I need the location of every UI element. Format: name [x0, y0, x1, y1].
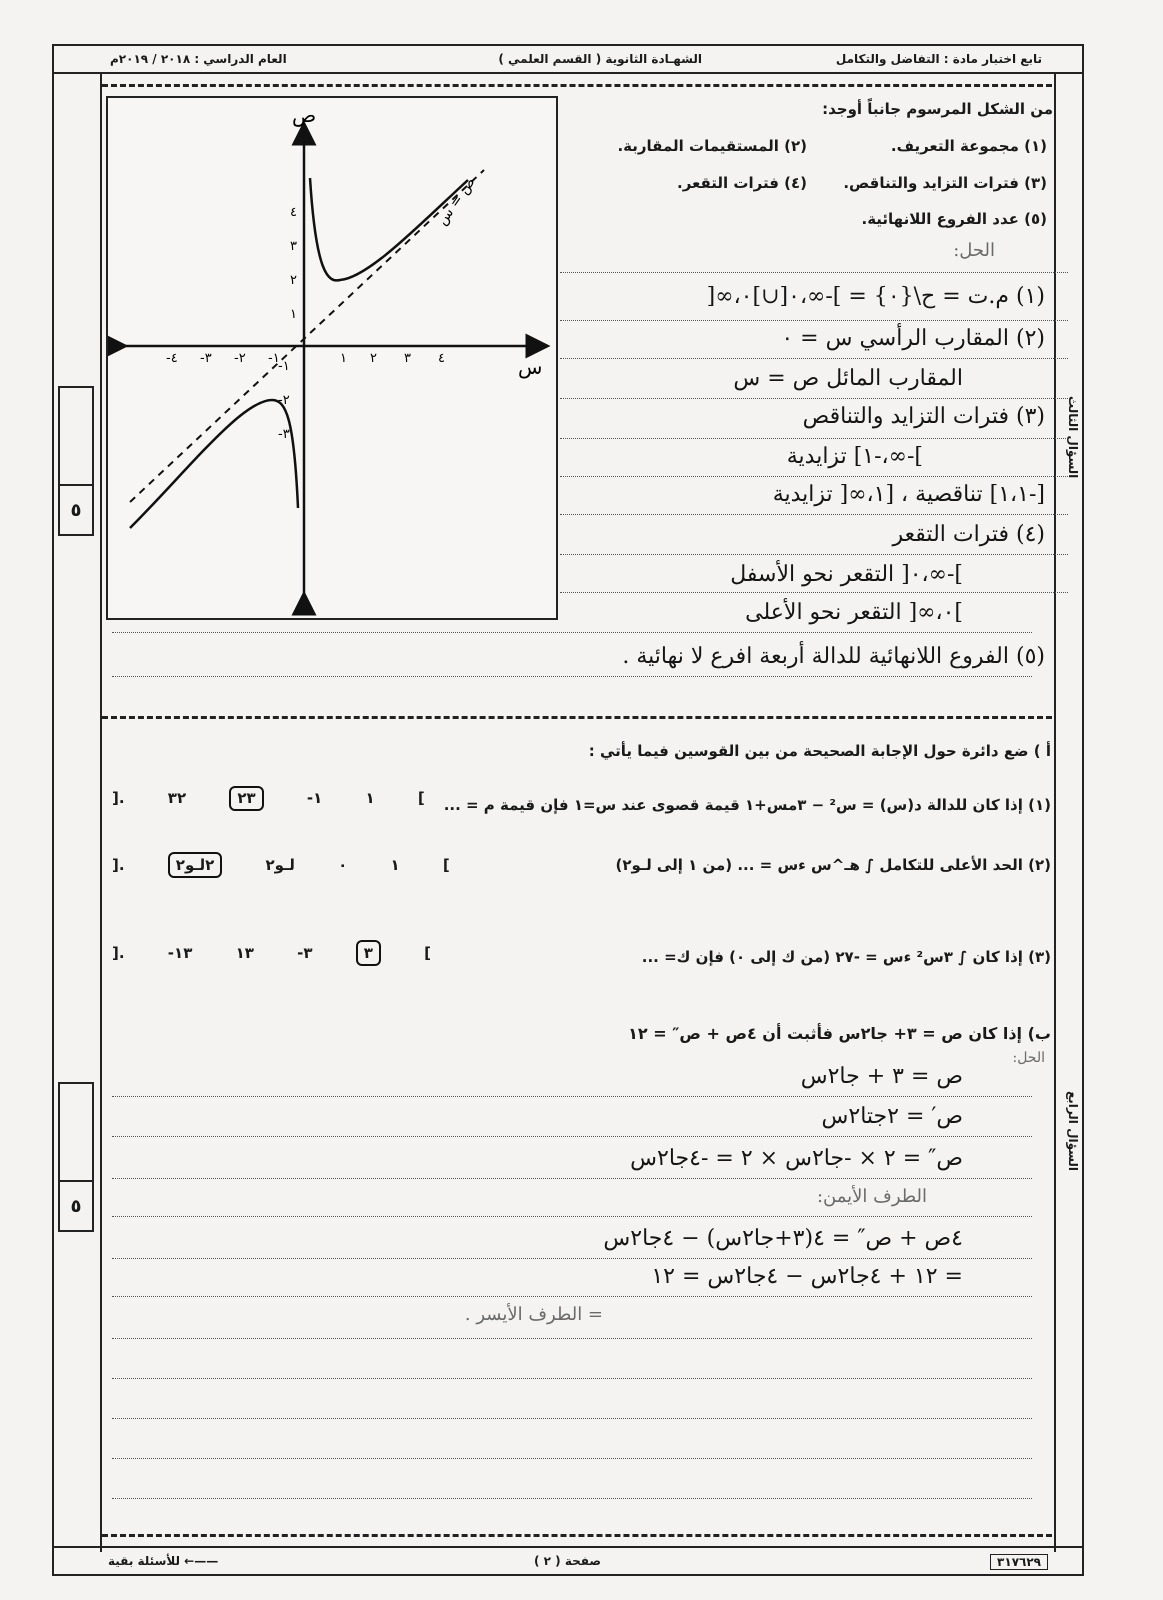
- q3-item-2: (٢) المستقيمات المقاربة.: [617, 137, 807, 155]
- rule-line: [560, 554, 1068, 555]
- rule-line: [112, 1498, 1032, 1499]
- option-0[interactable]: ٠: [338, 856, 348, 874]
- rule-line: [560, 272, 1068, 273]
- q3-solution-label: الحل:: [953, 240, 995, 261]
- oblique-asymptote: [130, 170, 484, 502]
- question-label-column: [1054, 72, 1082, 1552]
- q4a-item-1-options: ]. ٣٢ ٢٣ -١ ١ [: [112, 786, 463, 811]
- rule-line: [112, 1178, 1032, 1179]
- asymptote-label: ص = س: [434, 174, 479, 229]
- y-tick-4: ٤: [290, 205, 297, 220]
- page-footer: [54, 1546, 1082, 1574]
- header-certificate: الشهـادة الثانوية ( القسم العلمي ): [498, 52, 702, 66]
- option-2log2-selected[interactable]: ٢لـو٢: [168, 852, 222, 878]
- page-header: [54, 46, 1082, 74]
- y-tick-3: ٣: [290, 239, 297, 254]
- q4a-item-3-stem: (٣) إذا كان ∫ ٣س² ءس = -٢٧ (من ك إلى ٠) فإن ك= ...: [641, 948, 1051, 966]
- q3-answer-9: ]٠،∞[ التقعر نحو الأعلى: [745, 600, 963, 625]
- x-tick-2: ٢: [370, 351, 377, 366]
- y-tick-2: ٢: [290, 273, 297, 288]
- q3-answer-5: ]-∞،-١] تزايدية: [786, 444, 923, 469]
- right-branch-curve: [310, 178, 468, 280]
- option-3-selected[interactable]: ٣: [356, 940, 381, 966]
- function-graph: [106, 96, 558, 620]
- q4a-item-1-stem: (١) إذا كان للدالة د(س) = س² − ٣مس+١ قيمة قصوى عند س=١ فإن قيمة م = ...: [443, 796, 1051, 814]
- footer-code: ٣١٧٦٢٩: [990, 1554, 1048, 1570]
- rule-line: [560, 398, 1068, 399]
- x-tick-3: ٣: [404, 351, 411, 366]
- x-tick-1: ١: [340, 351, 347, 366]
- y-axis-label: ص: [292, 103, 317, 127]
- q4b-line-7: = الطرف الأيسر .: [464, 1304, 603, 1325]
- q4-mark: ٥: [58, 1180, 94, 1232]
- rule-line: [112, 1216, 1032, 1217]
- q3-answer-3: المقارب المائل ص = س: [733, 366, 963, 391]
- rule-line: [560, 358, 1068, 359]
- y-tick-neg-2: -٢: [278, 393, 290, 408]
- rule-line: [112, 1096, 1032, 1097]
- q4b-solution-label: الحل:: [1012, 1050, 1045, 1066]
- x-tick-labels: [166, 351, 445, 366]
- x-tick-neg-1: -١: [268, 351, 280, 366]
- graph-svg: [108, 98, 556, 618]
- q3-answer-6: [-١،١] تناقصية ، [١،∞[ تزايدية: [772, 482, 1045, 507]
- q4b-line-2: ص′ = ٢جتا٢س: [821, 1104, 963, 1129]
- header-subject: تابع اختبار مادة : التفاضل والتكامل: [835, 52, 1042, 66]
- q3-answer-7: (٤) فترات التقعر: [892, 522, 1045, 547]
- q4a-item-3-options: ]. -١٣ ١٣ -٣ ٣ [: [112, 940, 469, 966]
- q4b-line-3: ص″ = ٢ × -جا٢س × ٢ = -٤جا٢س: [630, 1146, 963, 1171]
- x-tick-4: ٤: [438, 351, 445, 366]
- option-1[interactable]: ١: [365, 788, 375, 807]
- section-divider: [102, 716, 1052, 719]
- q3-label: السؤال الثالث: [1066, 395, 1080, 479]
- left-branch-curve: [130, 400, 298, 528]
- y-tick-labels: [278, 205, 297, 442]
- q4a-item-2-options: ]. ٢لـو٢ لـو٢ ٠ ١ [: [112, 852, 488, 878]
- rule-line: [112, 1378, 1032, 1379]
- x-tick-neg-2: -٢: [234, 351, 246, 366]
- x-tick-neg-4: -٤: [166, 351, 178, 366]
- rule-line: [112, 1458, 1032, 1459]
- rule-line: [112, 1296, 1032, 1297]
- rule-line: [560, 320, 1068, 321]
- option-2-3-selected[interactable]: ٢٣: [229, 786, 263, 811]
- rule-line: [560, 592, 1068, 593]
- q4b-line-5: ٤ص + ص″ = ٤(٣+جا٢س) − ٤جا٢س: [603, 1226, 963, 1251]
- header-year: العام الدراسي : ٢٠١٨ / ٢٠١٩م: [110, 52, 287, 66]
- rule-line: [560, 438, 1068, 439]
- x-axis-label: س: [518, 355, 543, 379]
- y-tick-neg-1: -١: [278, 359, 290, 374]
- option-3-2[interactable]: ٣٢: [167, 789, 187, 807]
- rule-line: [112, 1258, 1032, 1259]
- y-tick-1: ١: [290, 307, 297, 322]
- option-neg-1-3[interactable]: -١٣: [167, 944, 193, 963]
- marks-column: [54, 72, 102, 1552]
- q3-answer-4: (٣) فترات التزايد والتناقص: [802, 404, 1045, 429]
- q4-mark-box: [58, 1082, 94, 1182]
- option-neg-3[interactable]: -٣: [297, 944, 313, 962]
- footer-continue: للأسئلة بقية ←——: [108, 1554, 219, 1568]
- q3-answer-2: (٢) المقارب الرأسي س = ٠: [781, 326, 1045, 351]
- bottom-divider: [102, 1534, 1052, 1537]
- rule-line: [112, 676, 1032, 677]
- option-neg-1[interactable]: -١: [306, 788, 323, 807]
- q4b-line-1: ص = ٣ + جا٢س: [800, 1064, 963, 1089]
- q3-intro: من الشكل المرسوم جانباً أوجد:: [822, 100, 1053, 118]
- q4-label: السؤال الرابع: [1066, 1091, 1080, 1171]
- y-tick-neg-3: -٣: [278, 427, 290, 442]
- q3-item-4: (٤) فترات التقعر.: [677, 174, 807, 192]
- option-log2[interactable]: لـو٢: [265, 856, 295, 874]
- q3-answer-10: (٥) الفروع اللانهائية للدالة أربعة افرع لا نهائية .: [622, 644, 1045, 669]
- q3-answer-8: ]-∞،٠[ التقعر نحو الأسفل: [730, 562, 963, 587]
- q3-item-5: (٥) عدد الفروع اللانهائية.: [861, 210, 1047, 228]
- option-1b[interactable]: ١: [390, 856, 400, 874]
- q4b-question: ب) إذا كان ص = ٣+ جا٢س فأثبت أن ٤ص + ص″ = ١٢: [628, 1024, 1051, 1043]
- q4b-line-4: الطرف الأيمن:: [816, 1186, 927, 1207]
- footer-page: صفحة ( ٢ ): [534, 1554, 601, 1568]
- q4a-item-2-stem: (٢) الحد الأعلى للتكامل ∫ هـ^س ءس = ... (من ١ إلى لـو٢): [615, 856, 1051, 874]
- x-tick-neg-3: -٣: [200, 351, 212, 366]
- rule-line: [560, 476, 1068, 477]
- rule-line: [112, 1418, 1032, 1419]
- q3-mark-box: [58, 386, 94, 486]
- rule-line: [112, 632, 1032, 633]
- q4b-line-6: = ١٢ + ٤جا٢س − ٤جا٢س = ١٢: [651, 1264, 963, 1289]
- q4a-intro: أ ) ضع دائرة حول الإجابة الصحيحة من بين القوسين فيما يأتي :: [588, 742, 1051, 760]
- option-1-3[interactable]: ١٣: [235, 944, 254, 963]
- rule-line: [560, 514, 1068, 515]
- q3-mark: ٥: [58, 484, 94, 536]
- top-divider: [102, 84, 1052, 87]
- q3-item-3: (٣) فترات التزايد والتناقص.: [843, 174, 1047, 192]
- rule-line: [112, 1338, 1032, 1339]
- rule-line: [112, 1136, 1032, 1137]
- q3-answer-1: (١) م.ت = ح\{٠} = ]-∞،٠[∪]٠،∞[: [706, 284, 1045, 309]
- q3-item-1: (١) مجموعة التعريف.: [890, 137, 1047, 155]
